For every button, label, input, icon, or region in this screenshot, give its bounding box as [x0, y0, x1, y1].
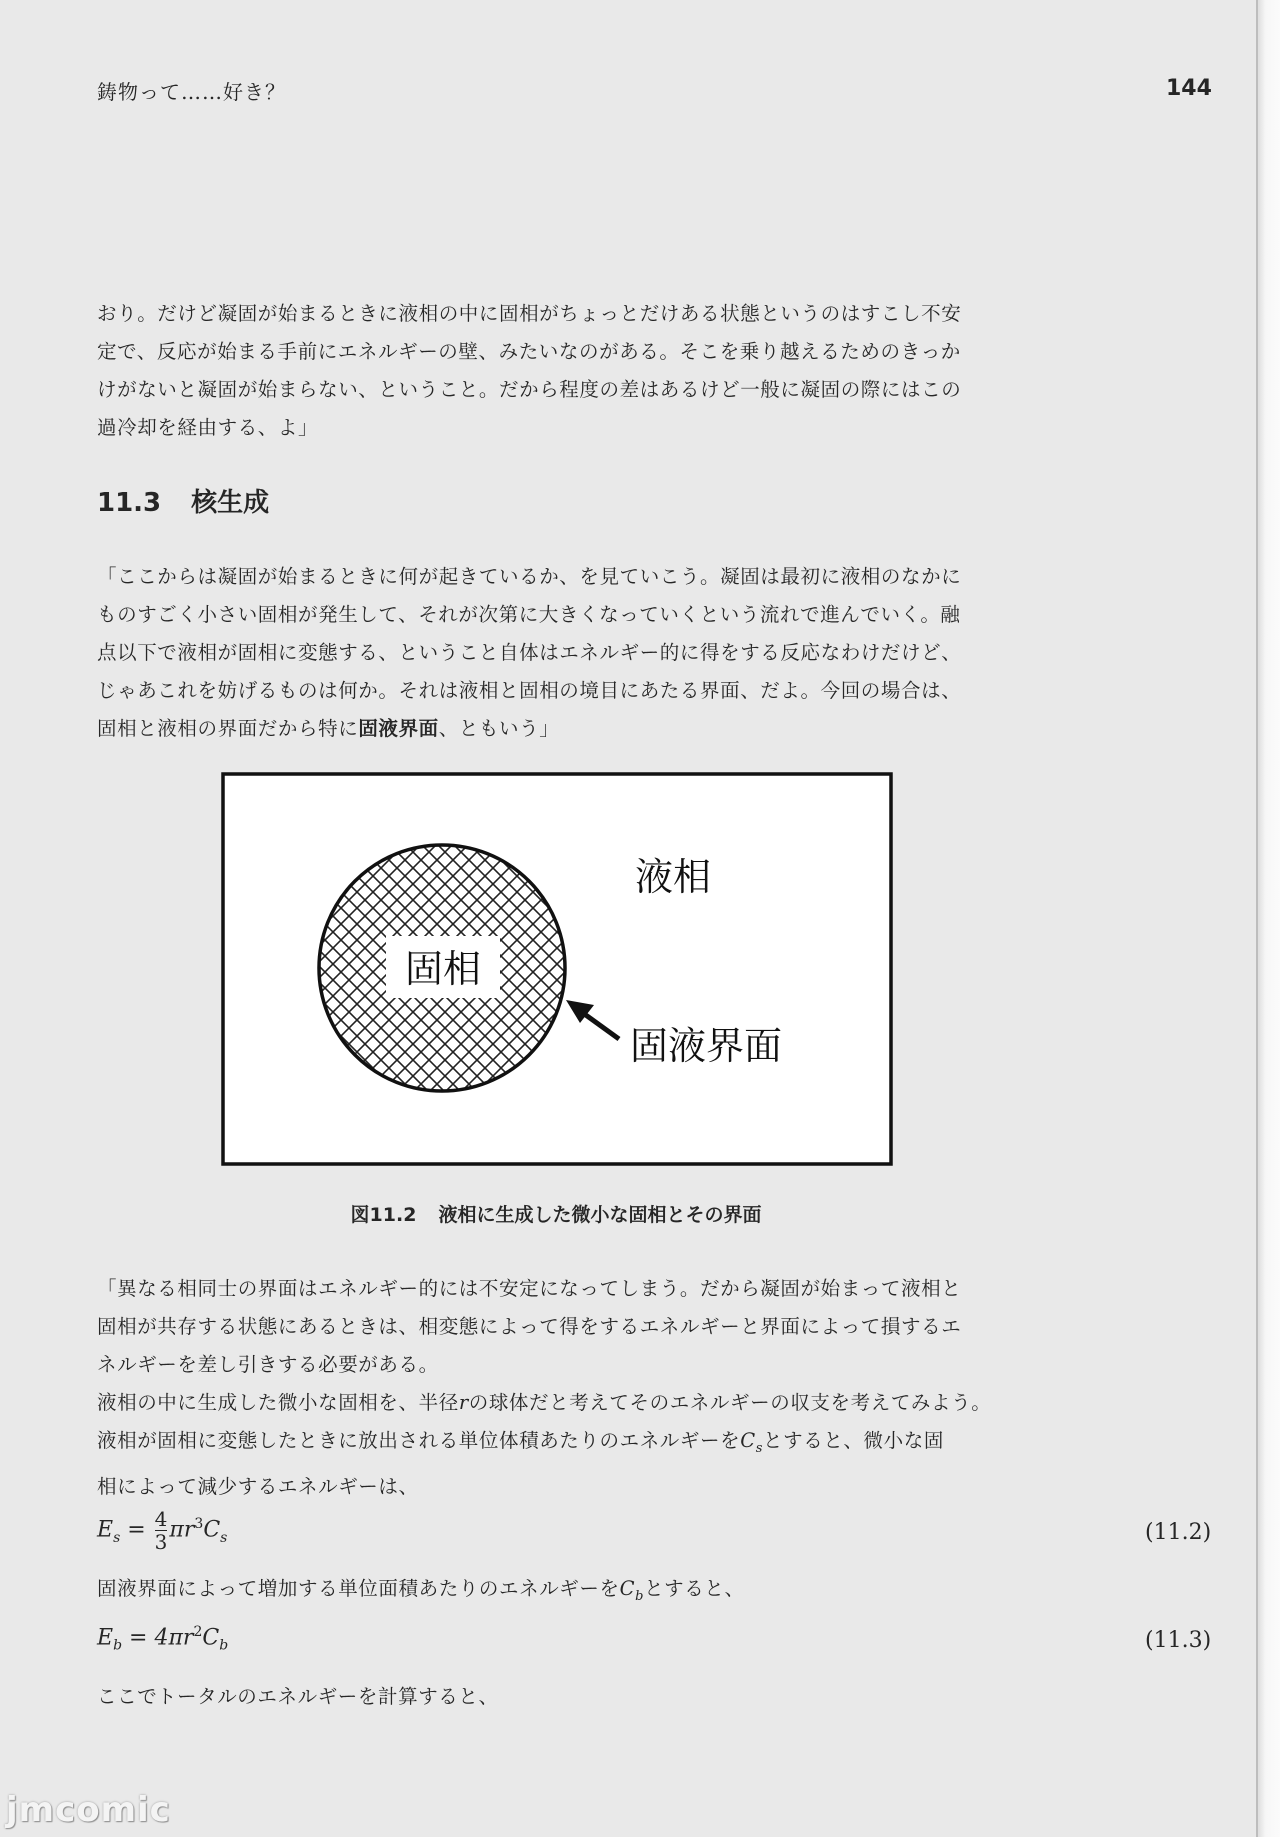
var-r: r [458, 1391, 469, 1414]
text-line: ここでトータルのエネルギーを計算すると、 [97, 1685, 499, 1708]
paragraph-energy [97, 1270, 1017, 1506]
eq-term: C [202, 1625, 220, 1651]
text-run: の球体だと考えてそのエネルギーの収支を考えてみよう。 [468, 1391, 992, 1414]
running-head: 鋳物って……好き？ [97, 80, 286, 104]
eq-lhs: E [97, 1625, 114, 1651]
page-edge [1256, 0, 1280, 1837]
text-run: 液相が固相に変態したときに放出される単位体積あたりのエネルギーを [97, 1429, 741, 1452]
text-line: 過冷却を経由する、よ」 [97, 416, 319, 439]
text-run: 固相と液相の界面だから特に [97, 717, 359, 740]
section-heading [97, 482, 269, 519]
var-c: C [619, 1577, 636, 1600]
text-line [97, 710, 1017, 748]
text-run: とすると、 [644, 1577, 745, 1600]
var-sub: s [755, 1440, 764, 1456]
caption-number: 図11.2 [350, 1204, 417, 1226]
text-line: けがないと凝固が始まらない、ということ。だから程度の差はあるけど一般に凝固の際にはこの [97, 378, 962, 401]
eq-lhs-sub: s [113, 1529, 121, 1546]
text-run: 固液界面によって増加する単位面積あたりのエネルギーを [97, 1577, 620, 1600]
figure-diagram [221, 772, 893, 1166]
eq-term: C [203, 1517, 221, 1543]
paragraph-interface-energy [97, 1570, 1017, 1616]
text-line: 固相が共存する状態にあるときは、相変態によって得をするエネルギーと界面によって損するエ [97, 1315, 962, 1338]
text-run: とすると、微小な固 [763, 1429, 944, 1452]
text-line [97, 1384, 1017, 1422]
text-line: ネルギーを差し引きする必要がある。 [97, 1353, 439, 1376]
var-sub: b [635, 1588, 645, 1604]
paragraph-continuation [97, 295, 1017, 447]
page-edge-line [1256, 0, 1258, 1837]
section-title: 核生成 [191, 488, 270, 518]
eq-power: 3 [194, 1516, 204, 1533]
term-bold: 固液界面 [358, 717, 439, 740]
paragraph-total [97, 1678, 1017, 1716]
eq-lhs-sub: b [113, 1637, 123, 1654]
text-line: 定で、反応が始まる手前にエネルギーの壁、みたいなのがある。そこを乗り越えるためのきっか [97, 340, 961, 363]
eq-denominator: 3 [154, 1530, 168, 1554]
text-run: 、ともいう」 [438, 717, 560, 740]
equation-11-2 [97, 1508, 227, 1553]
equation-11-3 [97, 1624, 228, 1654]
text-line: ものすごく小さい固相が発生して、それが次第に大きくなっていくという流れで進んでいく。融 [97, 603, 961, 626]
equation-number: (11.2) [1145, 1520, 1212, 1545]
label-solid: 固相 [404, 947, 482, 991]
text-line: 「異なる相同士の界面はエネルギー的には不安定になってしまう。だから凝固が始まって液相と [97, 1277, 962, 1300]
text-run: 液相の中に生成した微小な固相を、半径 [97, 1391, 459, 1414]
eq-equals: = [120, 1517, 153, 1543]
label-interface: 固液界面 [629, 1024, 783, 1068]
paragraph-intro [97, 558, 1017, 748]
figure-caption [0, 1200, 1112, 1227]
text-line: 点以下で液相が固相に変態する、ということ自体はエネルギー的に得をする反応なわけだけど、 [97, 641, 962, 664]
page-number: 144 [1166, 76, 1212, 101]
equation-number: (11.3) [1145, 1628, 1212, 1653]
var-c: C [740, 1429, 756, 1452]
eq-numerator: 4 [154, 1507, 168, 1531]
eq-power: 2 [193, 1624, 203, 1640]
eq-term-sub: b [219, 1637, 229, 1654]
figure-11-2 [221, 772, 893, 1166]
eq-term: = 4πr [122, 1625, 194, 1651]
text-line: おり。だけど凝固が始まるときに液相の中に固相がちょっとだけある状態というのはすこし不安 [97, 302, 962, 325]
eq-term-sub: s [220, 1529, 228, 1546]
section-number: 11.3 [97, 488, 162, 518]
label-liquid: 液相 [634, 855, 712, 899]
caption-text: 液相に生成した微小な固相とその界面 [438, 1204, 762, 1226]
eq-term: πr [169, 1517, 195, 1543]
text-line: じゃあこれを妨げるものは何か。それは液相と固相の境目にあたる界面、だよ。今回の場合は、 [97, 679, 962, 702]
eq-fraction [155, 1508, 168, 1553]
eq-lhs: E [97, 1517, 114, 1543]
text-line: 「ここからは凝固が始まるときに何が起きているか、を見ていこう。凝固は最初に液相のなかに [97, 565, 962, 588]
text-line [97, 1422, 1017, 1468]
text-line [97, 1570, 1017, 1616]
text-line: 相によって減少するエネルギーは、 [97, 1474, 419, 1498]
watermark-logo: jmcomic [6, 1790, 171, 1830]
